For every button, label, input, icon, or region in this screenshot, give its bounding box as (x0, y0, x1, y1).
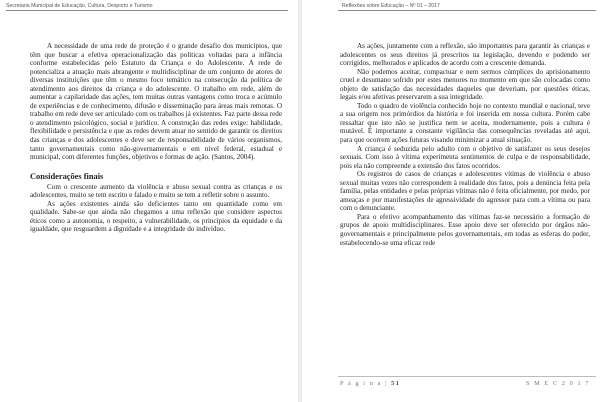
page-number-block (340, 380, 400, 387)
right-page (302, 0, 600, 402)
right-body-text (340, 42, 590, 247)
publisher-mark: S M E C 2 0 1 7 (525, 380, 590, 387)
left-running-header: Secretaria Municipal de Educação, Cultura, Desporto e Turismo (6, 3, 153, 9)
section-title: Considerações finais (30, 171, 104, 181)
paragraph: Não podemos aceitar, compactuar e nem sermos cúmplices do aprisionamento cruel e desumano sofrido por estes menores no momento em que são colocadas como objeto de satisfação das necessidades daqueles que deveriam, por questões éticas, legais e/ou afetivas preservarem a sua integridade. (340, 67, 590, 102)
paragraph: Com o crescente aumento da violência e abuso sexual contra as crianças e os adolescentes, muito se tem escrito e falado e muito se tem a refletir sobre o assunto. (30, 182, 282, 200)
page-footer (340, 380, 590, 387)
paragraph: Todo o quadro de violência conhecido hoje no contexto mundial e nacional, teve a sua origem nos primórdios da história e foi inserida em nossa cultura. Porém cabe ressaltar que isto não se justifica nem se aceita, modernamente, pois a cultura é mutável. É importante a constante vigilância das consequências reveladas até aqui, para que ocorrem ações futuras visando minimizar a atual situação. (340, 101, 590, 145)
paragraph: A criança é seduzida pelo adulto com o objetivo de satisfazer os seus desejos sexuais. Com isso à vítima experimenta sentimentos de culpa e de responsabilidade, pois ela não compreende a extensão dos fatos ocorridos. (340, 144, 590, 170)
right-running-header: Reflexões sobre Educação – Nº 01 – 2017 (342, 3, 440, 9)
footer-rule (338, 376, 596, 377)
left-body-text (30, 42, 282, 234)
paragraph: A necessidade de uma rede de proteção é o grande desafio dos municípios, que têm que buscar a efetiva operacionalização das políticas voltadas para a infância conforme estabelecidas pelo Estatuto da Criança e do Adolescente. A rede de potencializa a atuação mais abrangente e multidisciplinar de um conjunto de atores de diversas instituições que têm o mesmo foco temático na consecução da política de atendimento aos direitos da criança e do adolescente. O trabalho em rede, além de aumentar a capilaridade das ações, tem muitas outras vantagens como troca e acúmulo de experiências e de conhecimento, difusão e disseminação para áreas mais remotas. O trabalho em rede deve ser articulado com os trabalhos já existentes. Faz parte dessa rede o atendimento psicológico, social e jurídico. A construção das redes exige: habilidade, flexibilidade e persistência e que as redes devem atuar no sentido de garantir os direitos das crianças e dos adolescentes e deve ser de responsabilidade de vários organismos, tanto governamentais como não-governamentais e em nível federal, estadual e municipal, com diferentes funções, objetivos e formas de ação. (Santos, 2004). (30, 42, 283, 162)
page-label: P á g i n a | (340, 380, 388, 387)
paragraph: As ações, juntamente com a reflexão, são importantes para garantir às crianças e adolescentes os seus direitos já prescritos na legislação, devendo e podendo ser corrigidos, melhorados e aplicados de acordo com a crescente demanda. (340, 42, 590, 68)
page-number: 51 (391, 380, 401, 387)
paragraph: Para o efetivo acompanhamento das vítimas faz-se necessário a formação de grupos de apoio multidisciplinares. Esse apoio deve ser oferecido por órgãos não-governamentais e principalmente pelos governamentais, em todas as esferas do poder, estabelecendo-se uma eficaz rede (340, 212, 590, 247)
right-header-rule (338, 10, 596, 11)
paragraph: As ações existentes ainda são deficientes tanto em quantidade como em qualidade. Sabe-se que ainda não chegamos a uma reflexão que considere aspectos éticos como a autonomia, o respeito, a vulnerabilidade, os princípios da equidade e da igualdade, que resguardem a dignidade e a integridade do indivíduo. (30, 199, 282, 234)
left-page (0, 0, 298, 402)
paragraph: Os registros de casos de crianças e adolescentes vítimas de violência e abuso sexual muitas vezes não correspondem à realidade dos fatos, pois a denúncia feita pela família, pelas entidades e pelas próprias vítimas não é feita oficialmente, por medo, por ameaças e por manifestações de agressividade do agressor para com a vítima ou para com o denunciante. (340, 170, 590, 213)
left-header-rule (6, 10, 288, 11)
